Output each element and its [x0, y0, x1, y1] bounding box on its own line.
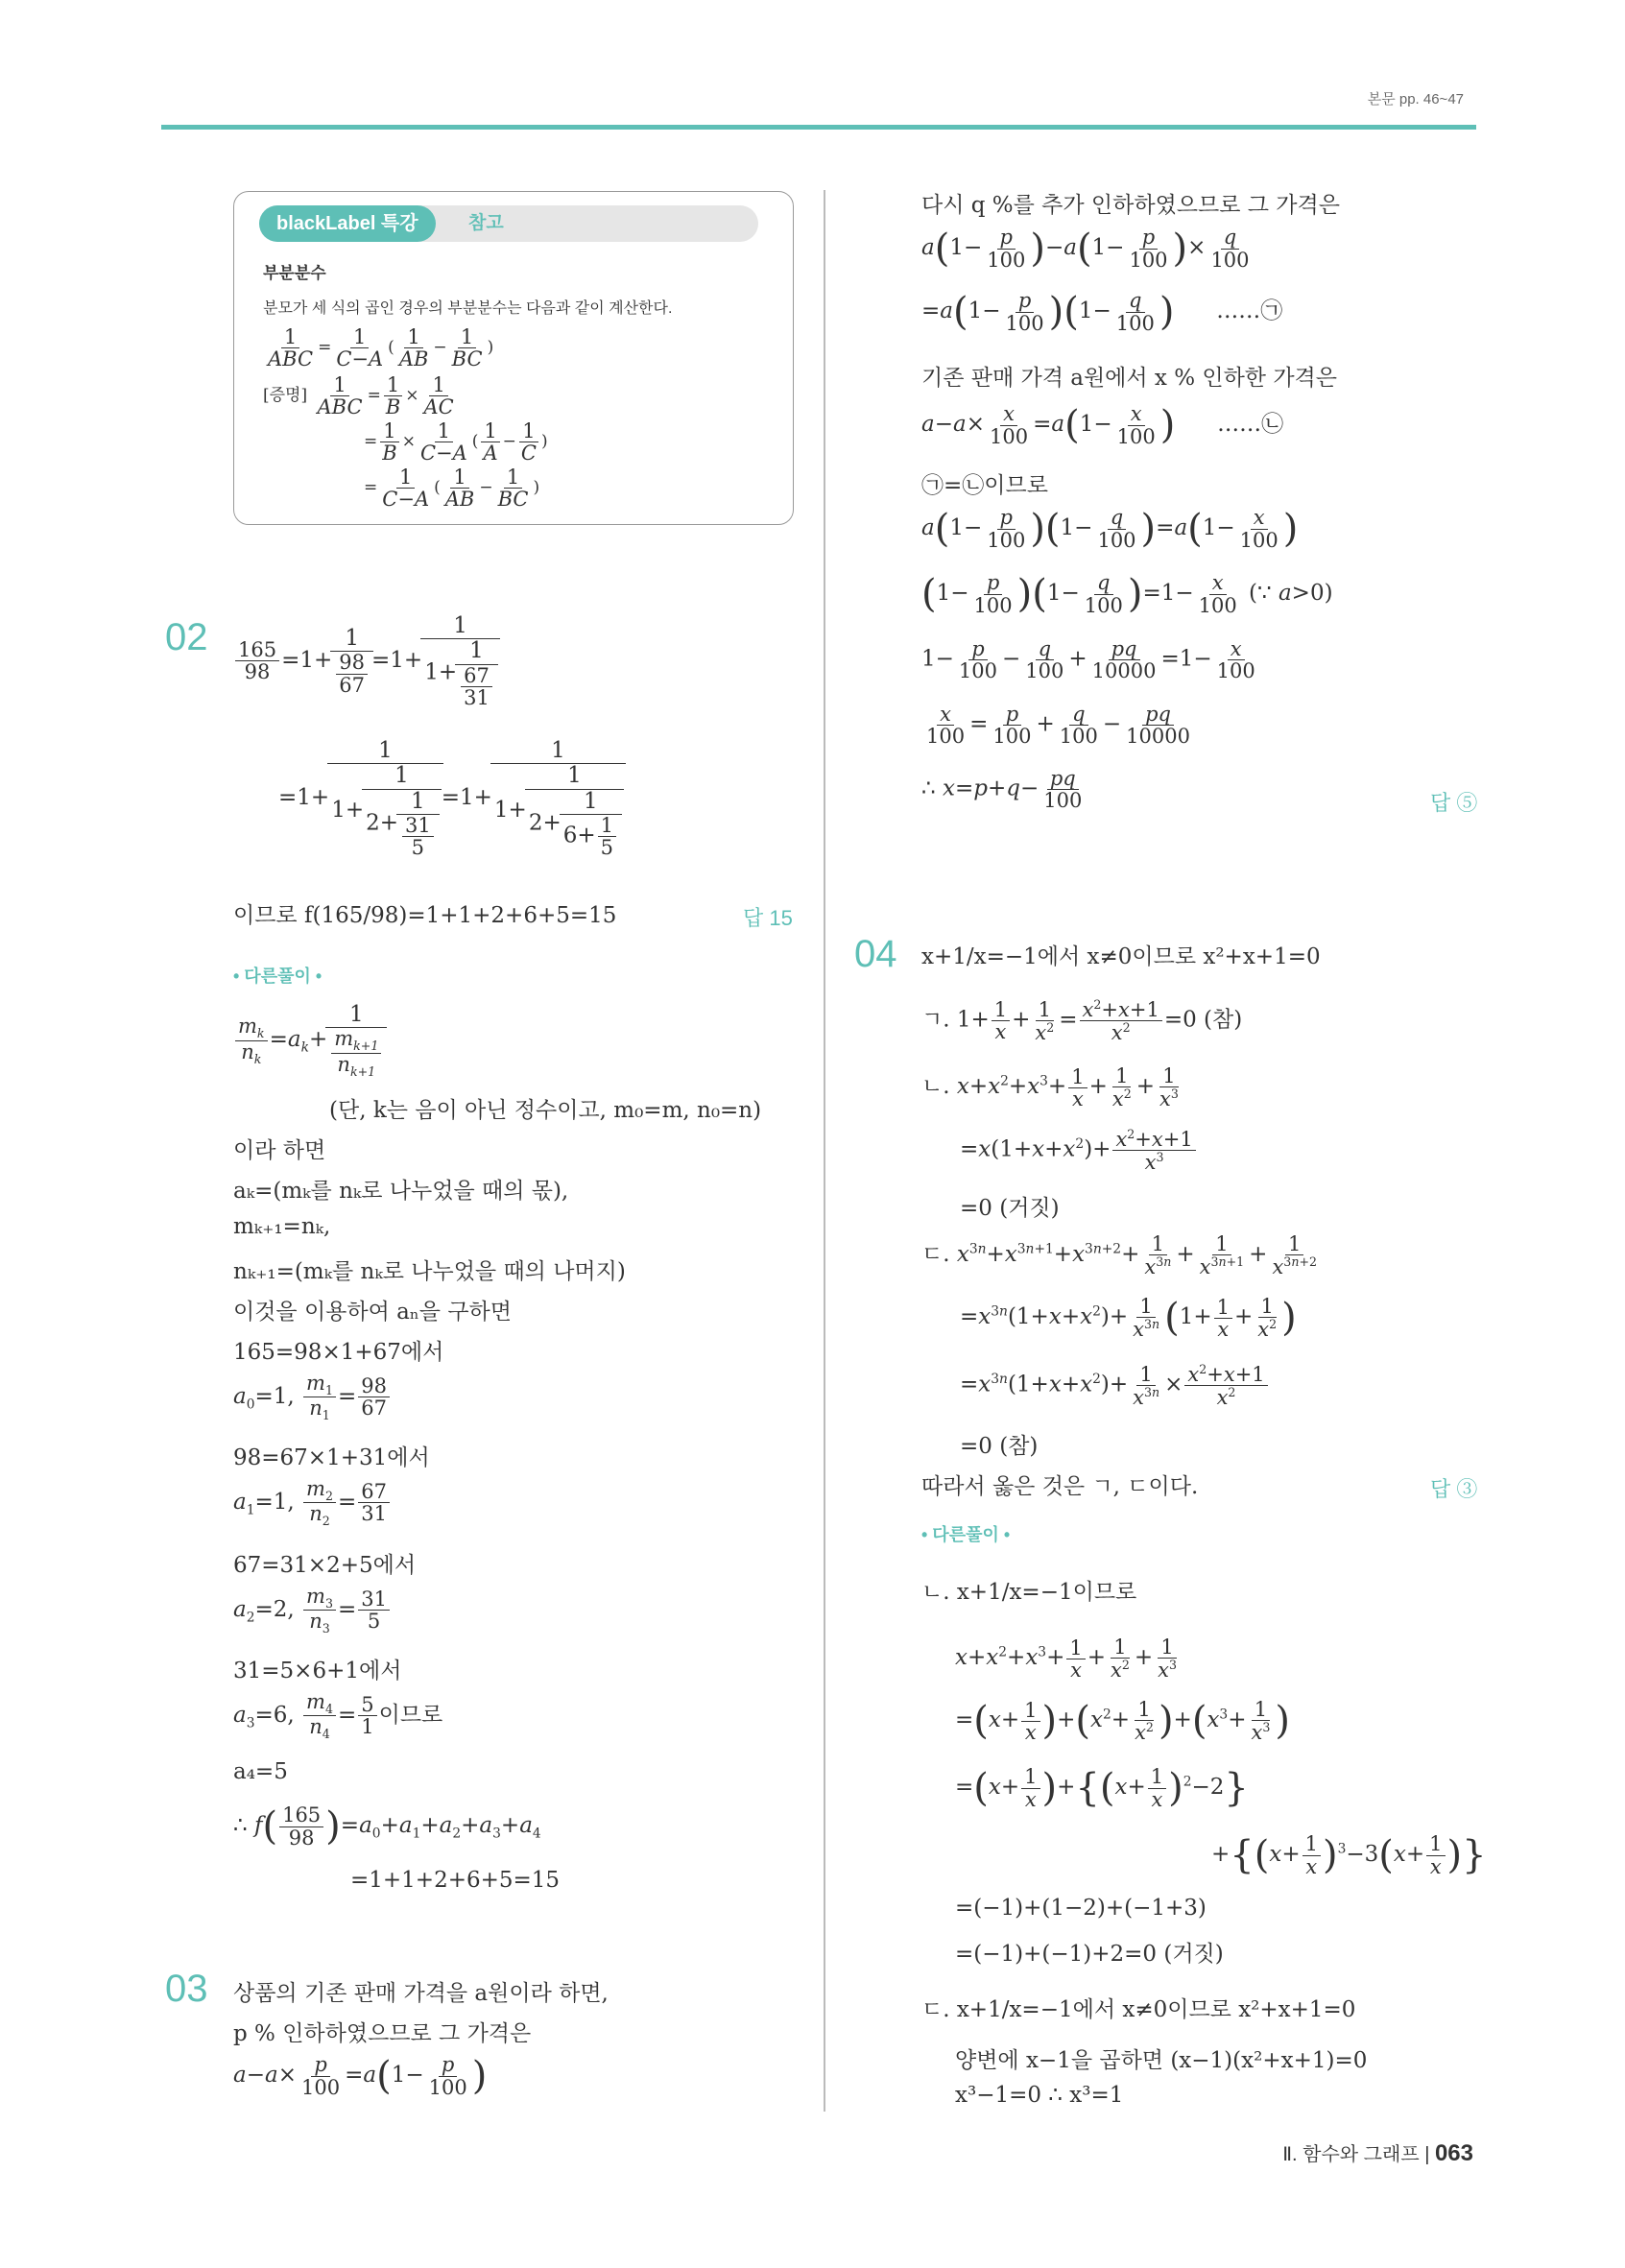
q04-alt-l3: =(x+ $\frac{1}{x}$ )$+(x^2+$ $\frac{1}{x^2}$ )$+(x^3+$ $\frac{1}{x^3}$ ): [955, 1698, 1290, 1745]
q03-line5: ㉠=㉡이므로: [921, 473, 1048, 498]
q02-line-mk1: mₖ₊₁=nₖ,: [233, 1214, 331, 1239]
q02-alt-def: $\frac{m_k}{n_k}$ $=a_k+$ $\frac{1}{\frac{m_{k+1}}{n_{k+1}}}$: [233, 1003, 385, 1078]
q03-line4: 기존 판매 가격 a원에서 x % 인하한 가격은: [921, 366, 1337, 391]
q02-answer: 답 15: [743, 906, 793, 930]
q04-alt-l2: $x+x^2+x^3+$ $\frac{1}{x}$ + $\frac{1}{x^2}$ + $\frac{1}{x^3}$: [955, 1635, 1178, 1683]
column-divider: [824, 190, 825, 2112]
q04-digeut-3: $=x^{3n}(1+x+x^2)+$ $\frac{1}{x^{3n}}$ × $\frac{x^2+x+1}{x^2}$: [960, 1363, 1270, 1408]
chapter-label: Ⅱ. 함수와 그래프: [1282, 2144, 1420, 2165]
q02-a3: $a_3=6$, $\frac{m_4}{n_4}$ = $\frac{5}{1}$ 이므로: [233, 1690, 443, 1742]
problem-number-03: 03: [165, 1968, 208, 2010]
q02-div2: 98=67×1+31에서: [233, 1445, 430, 1470]
q04-digeut-4: =0 (참): [960, 1434, 1039, 1459]
page-footer: Ⅱ. 함수와 그래프 | 063: [1282, 2140, 1473, 2166]
q04-nieun-3: =0 (거짓): [960, 1196, 1060, 1221]
box-formula: $\frac{1}{\text{ABC}}$ = $\frac{1}{C-A}$ ( $\frac{1}{AB}$ − $\frac{1}{BC}$ ): [268, 325, 494, 371]
q03-eq7: 1− $\frac{p}{100}$ − $\frac{q}{100}$ + $\frac{pq}{10000}$ =1− $\frac{x}{100}$: [921, 637, 1255, 683]
q03-eq2: a(1− $\frac{p}{100}$ )−a(1− $\frac{p}{100}$ )× $\frac{q}{100}$: [921, 226, 1250, 272]
q03-line3: 다시 q %를 추가 인하하였으므로 그 가격은: [921, 193, 1340, 218]
q04-conclusion: 따라서 옳은 것은 ㄱ, ㄷ이다.: [921, 1474, 1199, 1499]
q02-cf-2: =1+ 1 1+ 1 2+ $\frac{1}{\frac{31}{5}}$ =1+ 1 1+ 1 2+ 1 6+ $\frac{1}{5}$: [278, 739, 624, 858]
q02-a0: $a_0=1$, $\frac{m_1}{n_1}$ = $\frac{98}{67}$: [233, 1373, 392, 1422]
q03-eq5: a(1− $\frac{p}{100}$ )(1− $\frac{q}{100}$ )=a(1− $\frac{x}{100}$ ): [921, 506, 1299, 552]
q02-line-nk1: nₖ₊₁=(mₖ를 nₖ로 나누었을 때의 나머지): [233, 1259, 626, 1284]
problem-number-02: 02: [165, 616, 208, 658]
special-lecture-box: [233, 191, 794, 525]
q04-alt-c2: 양변에 x−1을 곱하면 (x−1)(x²+x+1)=0: [955, 2048, 1368, 2073]
q04-answer: 답 ③: [1430, 1477, 1478, 1501]
page-reference: 본문 pp. 46~47: [1367, 91, 1464, 107]
top-rule: [161, 125, 1476, 130]
q04-line1: x+1/x=−1에서 x≠0이므로 x²+x+1=0: [921, 944, 1321, 969]
q04-alt-title: • 다른풀이 •: [921, 1525, 1011, 1544]
q04-digeut-2: $=x^{3n}(1+x+x^2)+$ $\frac{1}{x^{3n}}$ (1+ $\frac{1}{x}$ + $\frac{1}{x^2}$ ): [960, 1295, 1297, 1342]
q03-line2: p % 인하하였으므로 그 가격은: [233, 2021, 532, 2046]
q02-line-ira: 이라 하면: [233, 1138, 326, 1163]
q02-div4: 31=5×6+1에서: [233, 1659, 402, 1683]
q03-eq9: ∴ x=p+q− $\frac{pq}{100}$: [921, 767, 1083, 813]
q04-alt-l1: ㄴ. x+1/x=−1이므로: [921, 1580, 1137, 1605]
q03-eq8: $\frac{x}{100}$ = $\frac{p}{100}$ + $\frac{q}{100}$ − $\frac{pq}{10000}$: [926, 703, 1190, 749]
q03-eq6: (1− $\frac{p}{100}$ )(1− $\frac{q}{100}$ )=1− $\frac{x}{100}$ (∵ a>0): [921, 571, 1333, 617]
q04-digeut: ㄷ. $x^{3n}+x^{3n+1}+x^{3n+2}+$ $\frac{1}{x^{3n}}$ + $\frac{1}{x^{3n+1}}$ + $\frac{1}{x^{3n+2}}$: [921, 1232, 1318, 1279]
q04-alt-l4: =(x+ $\frac{1}{x}$ )+{(x+ $\frac{1}{x}$ )$^2$−2}: [955, 1765, 1249, 1811]
q02-div1: 165=98×1+67에서: [233, 1340, 444, 1365]
box-title: 부분분수: [263, 264, 326, 282]
q02-line-use: 이것을 이용하여 aₙ을 구하면: [233, 1300, 512, 1325]
q04-alt-r2: =(−1)+(−1)+2=0 (거짓): [955, 1942, 1224, 1967]
q02-note: (단, k는 음이 아닌 정수이고, m₀=m, n₀=n): [329, 1098, 762, 1123]
q02-final-sum: =1+1+2+6+5=15: [350, 1868, 561, 1893]
q02-div3: 67=31×2+5에서: [233, 1553, 417, 1578]
box-tag: blackLabel 특강: [259, 205, 436, 242]
q02-a1: $a_1=1$, $\frac{m_2}{n_2}$ = $\frac{67}{31}$: [233, 1478, 392, 1528]
q04-nieun-2: $=x(1+x+x^2)+$ $\frac{x^2+x+1}{x^3}$: [960, 1128, 1198, 1173]
q02-alt-title: • 다른풀이 •: [233, 967, 323, 986]
box-proof-2: = $\frac{1}{B}$ × $\frac{1}{C-A}$ ( $\frac{1}{A}$ − $\frac{1}{C}$ ): [364, 419, 548, 466]
q04-alt-r1: =(−1)+(1−2)+(−1+3): [955, 1896, 1207, 1921]
q04-giyeok: ㄱ. 1+ $\frac{1}{x}$ + $\frac{1}{x^2}$ = $\frac{x^2+x+1}{x^2}$ =0 (참): [921, 997, 1243, 1045]
q04-alt-l5: +{(x+ $\frac{1}{x}$ )$^3$−3(x+ $\frac{1}{x}$ )}: [1211, 1832, 1487, 1878]
q03-answer: 답 ⑤: [1430, 791, 1478, 815]
q03-eq4: a−a× $\frac{x}{100}$ =a(1− $\frac{x}{100}$ ) ……㉡: [921, 402, 1284, 448]
q04-nieun: ㄴ. $x+x^2+x^3+$ $\frac{1}{x}$ + $\frac{1}{x^2}$ + $\frac{1}{x^3}$: [921, 1064, 1179, 1111]
q02-cf-1: $\frac{165}{98}$ =1+ $\frac{1}{\frac{98}{67}}$ =1+ 1 1+ $\frac{1}{\frac{67}{31}}$: [233, 614, 498, 708]
q04-alt-c1: ㄷ. x+1/x=−1에서 x≠0이므로 x²+x+1=0: [921, 1997, 1356, 2022]
box-ref: 참고: [468, 213, 504, 233]
q02-final: ∴ f( $\frac{165}{98}$ )$=a_0+a_1+a_2+a_3+a_4$: [233, 1803, 541, 1850]
proof-label: [증명]: [263, 386, 308, 406]
box-proof-1: [증명] $\frac{1}{\text{ABC}}$ = $\frac{1}{B}$ × $\frac{1}{AC}$: [263, 373, 454, 419]
page-number: 063: [1434, 2140, 1473, 2166]
problem-number-04: 04: [854, 933, 897, 975]
box-text: 분모가 세 식의 곱인 경우의 부분분수는 다음과 같이 계산한다.: [263, 300, 673, 317]
q02-a2: $a_2=2$, $\frac{m_3}{n_3}$ = $\frac{31}{5}$: [233, 1586, 392, 1635]
q03-eq1: a−a× $\frac{p}{100}$ =a(1− $\frac{p}{100}$ ): [233, 2053, 488, 2099]
q03-eq3: =a(1− $\frac{p}{100}$ )(1− $\frac{q}{100}$ ) ……㉠: [921, 289, 1283, 335]
q04-alt-c3: x³−1=0 ∴ x³=1: [955, 2083, 1124, 2108]
q02-a4: a₄=5: [233, 1759, 288, 1784]
box-proof-3: = $\frac{1}{C-A}$ ( $\frac{1}{AB}$ − $\frac{1}{BC}$ ): [364, 466, 540, 512]
box-header: [259, 205, 758, 242]
q02-line-ak: aₖ=(mₖ를 nₖ로 나누었을 때의 몫),: [233, 1179, 569, 1204]
q03-line1: 상품의 기존 판매 가격을 a원이라 하면,: [233, 1981, 609, 2006]
q02-conclusion: 이므로 f(165/98)=1+1+2+6+5=15: [233, 903, 617, 928]
